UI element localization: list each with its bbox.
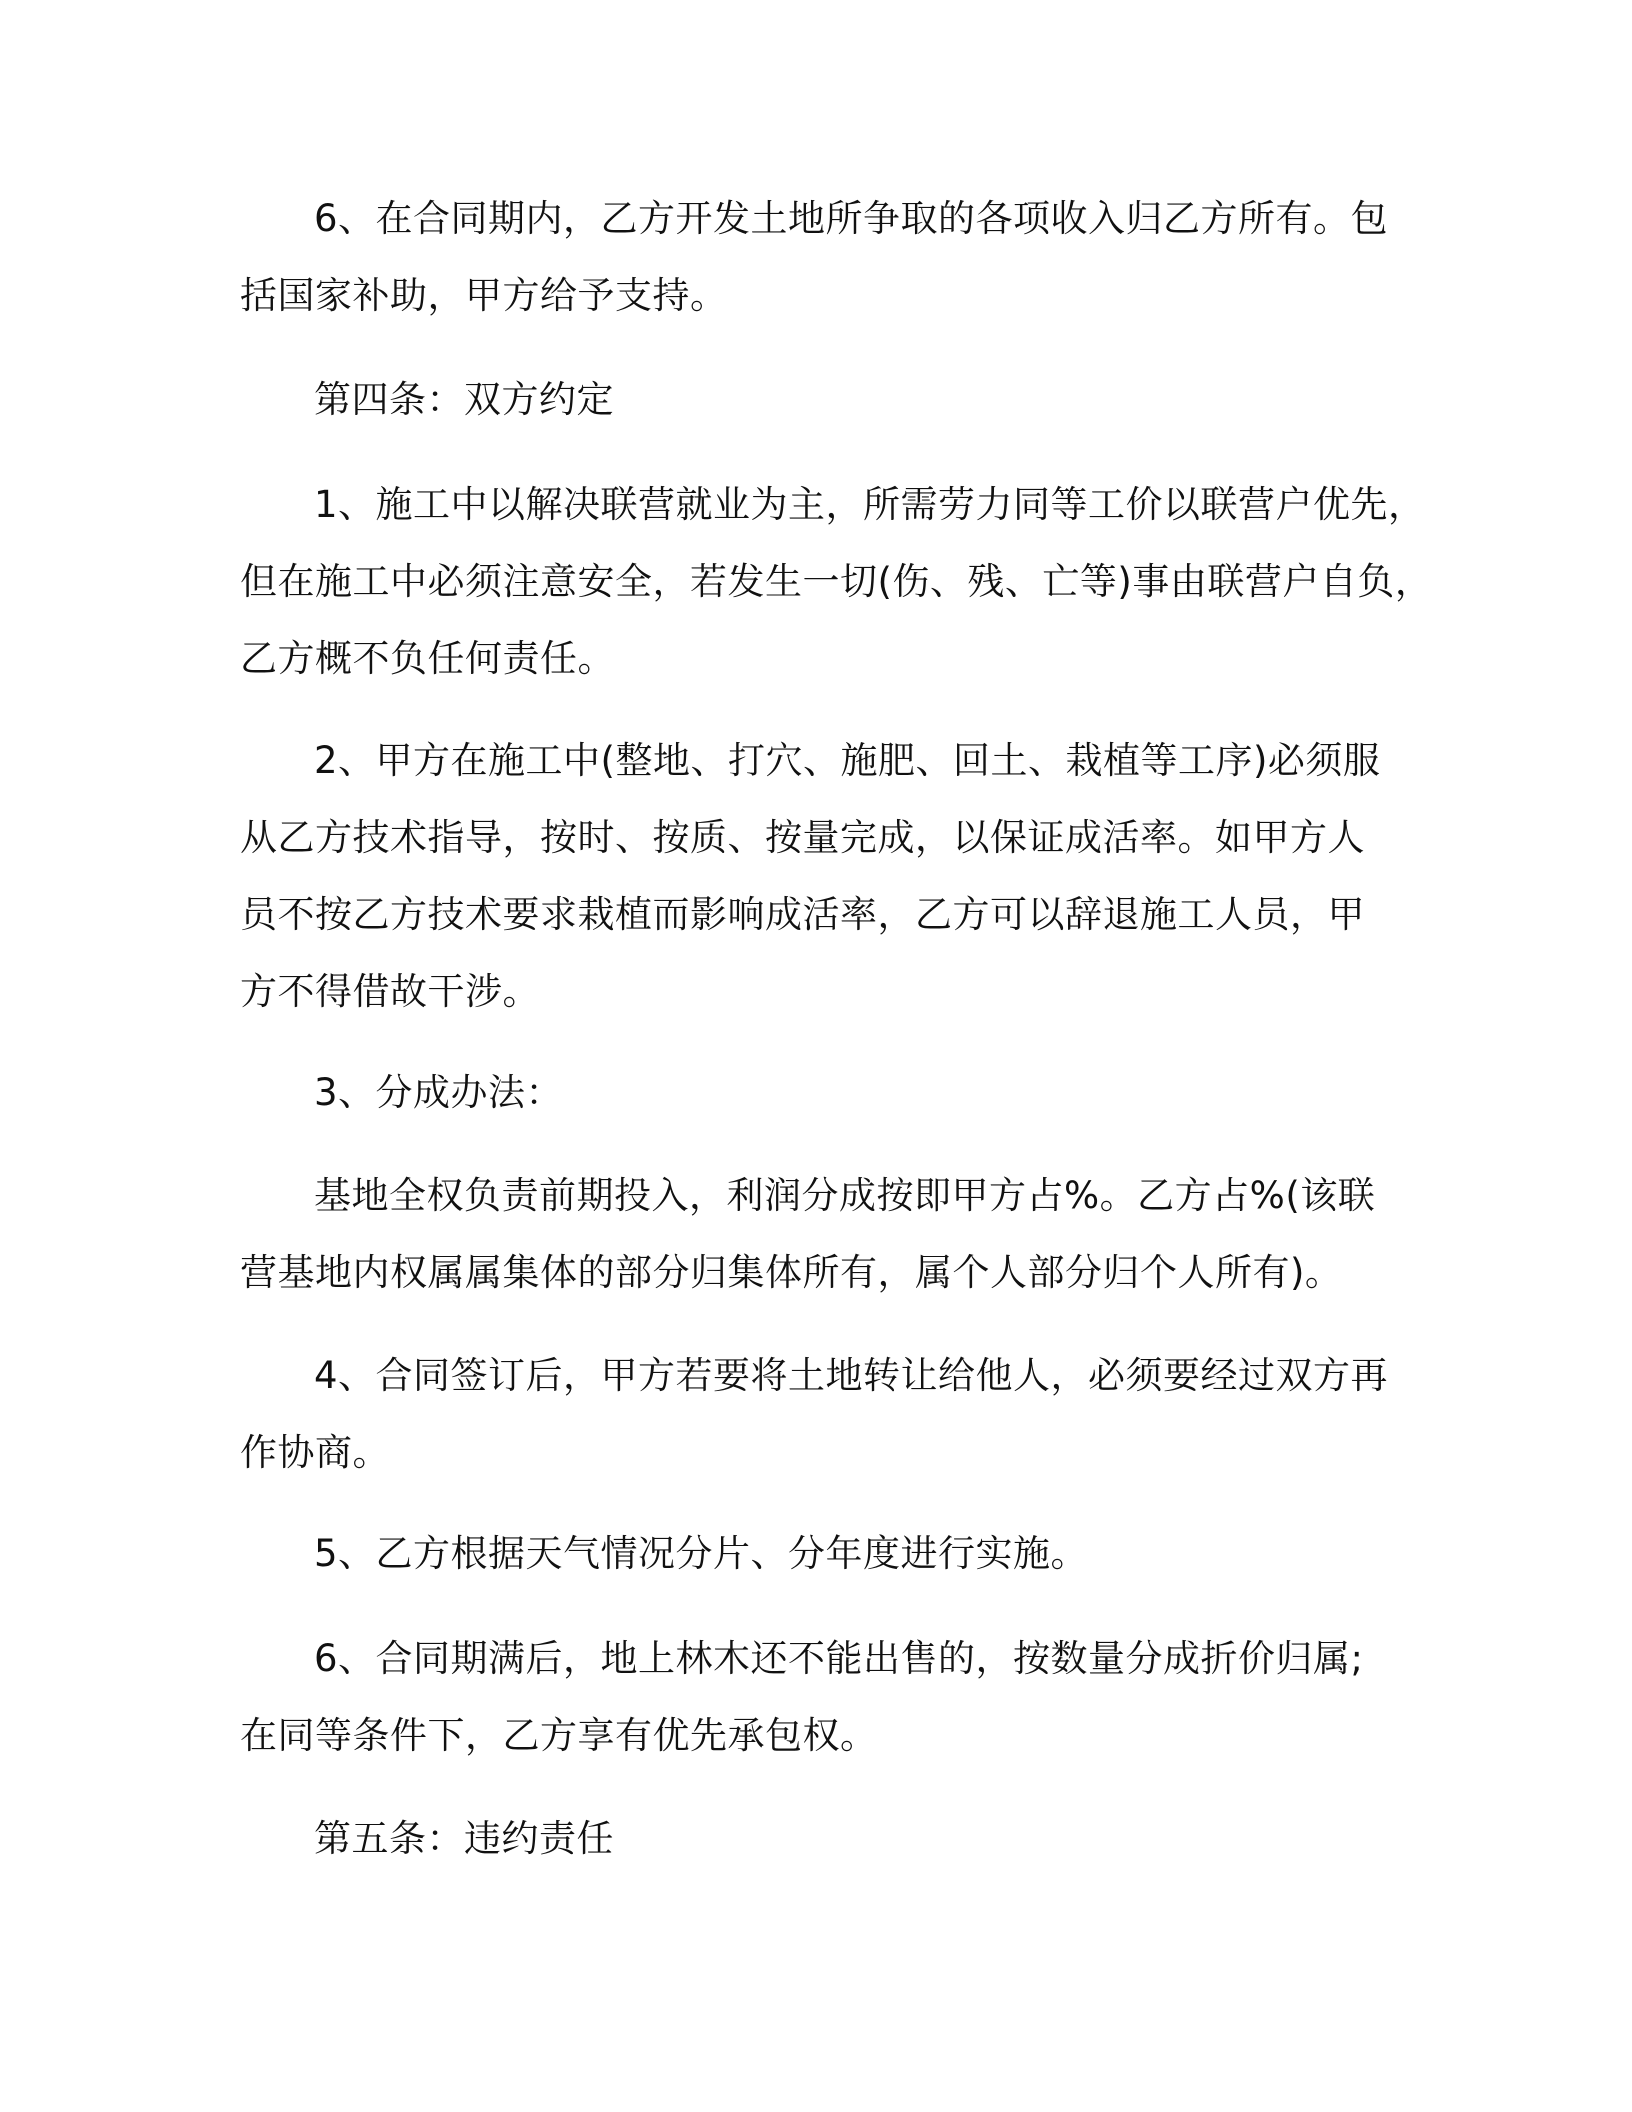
text-line: 在同等条件下，乙方享有优先承包权。: [240, 1714, 878, 1757]
paragraph-clause-4-transfer: [240, 1337, 1420, 1491]
section-heading-text: 第五条：违约责任: [314, 1817, 614, 1860]
text-line: 营基地内权属属集体的部分归集体所有，属个人部分归个人所有)。: [240, 1251, 1343, 1294]
text-line: 6、在合同期内，乙方开发土地所争取的各项收入归乙方所有。包: [314, 197, 1389, 240]
text-line: 但在施工中必须注意安全，若发生一切(伤、残、亡等)事由联营户自负，: [240, 560, 1433, 603]
text-line: 从乙方技术指导，按时、按质、按量完成，以保证成活率。如甲方人: [240, 816, 1365, 859]
paragraph-clause-6-income: [240, 180, 1420, 334]
paragraph-profit-split-details: [240, 1157, 1420, 1311]
text-line: 方不得借故干涉。: [240, 970, 540, 1013]
section-heading-text: 第四条：双方约定: [314, 378, 614, 421]
section-heading-article-5: [240, 1800, 1420, 1877]
paragraph-clause-1-labor: [240, 466, 1433, 697]
text-line: 乙方概不负任何责任。: [240, 637, 615, 680]
text-line: 5、乙方根据天气情况分片、分年度进行实施。: [314, 1532, 1089, 1575]
text-line: 作协商。: [240, 1431, 390, 1474]
text-line: 6、合同期满后，地上林木还不能出售的，按数量分成折价归属;: [314, 1637, 1364, 1680]
text-line: 2、甲方在施工中(整地、打穴、施肥、回土、栽植等工序)必须服: [314, 739, 1381, 782]
paragraph-clause-6-expiry: [240, 1620, 1420, 1774]
text-line: 1、施工中以解决联营就业为主，所需劳力同等工价以联营户优先，: [314, 483, 1426, 526]
paragraph-clause-2-technical: [240, 722, 1420, 1030]
text-line: 4、合同签订后，甲方若要将土地转让给他人，必须要经过双方再: [314, 1354, 1389, 1397]
text-line: 员不按乙方技术要求栽植而影响成活率，乙方可以辞退施工人员，甲: [240, 893, 1365, 936]
text-line: 基地全权负责前期投入，利润分成按即甲方占%。乙方占%(该联: [314, 1174, 1376, 1217]
text-line: 括国家补助，甲方给予支持。: [240, 274, 728, 317]
text-line: 3、分成办法：: [314, 1071, 564, 1114]
section-heading-article-4: [240, 361, 1420, 438]
paragraph-clause-5-implementation: [240, 1515, 1420, 1592]
paragraph-clause-3-profit-split: [240, 1054, 1420, 1131]
